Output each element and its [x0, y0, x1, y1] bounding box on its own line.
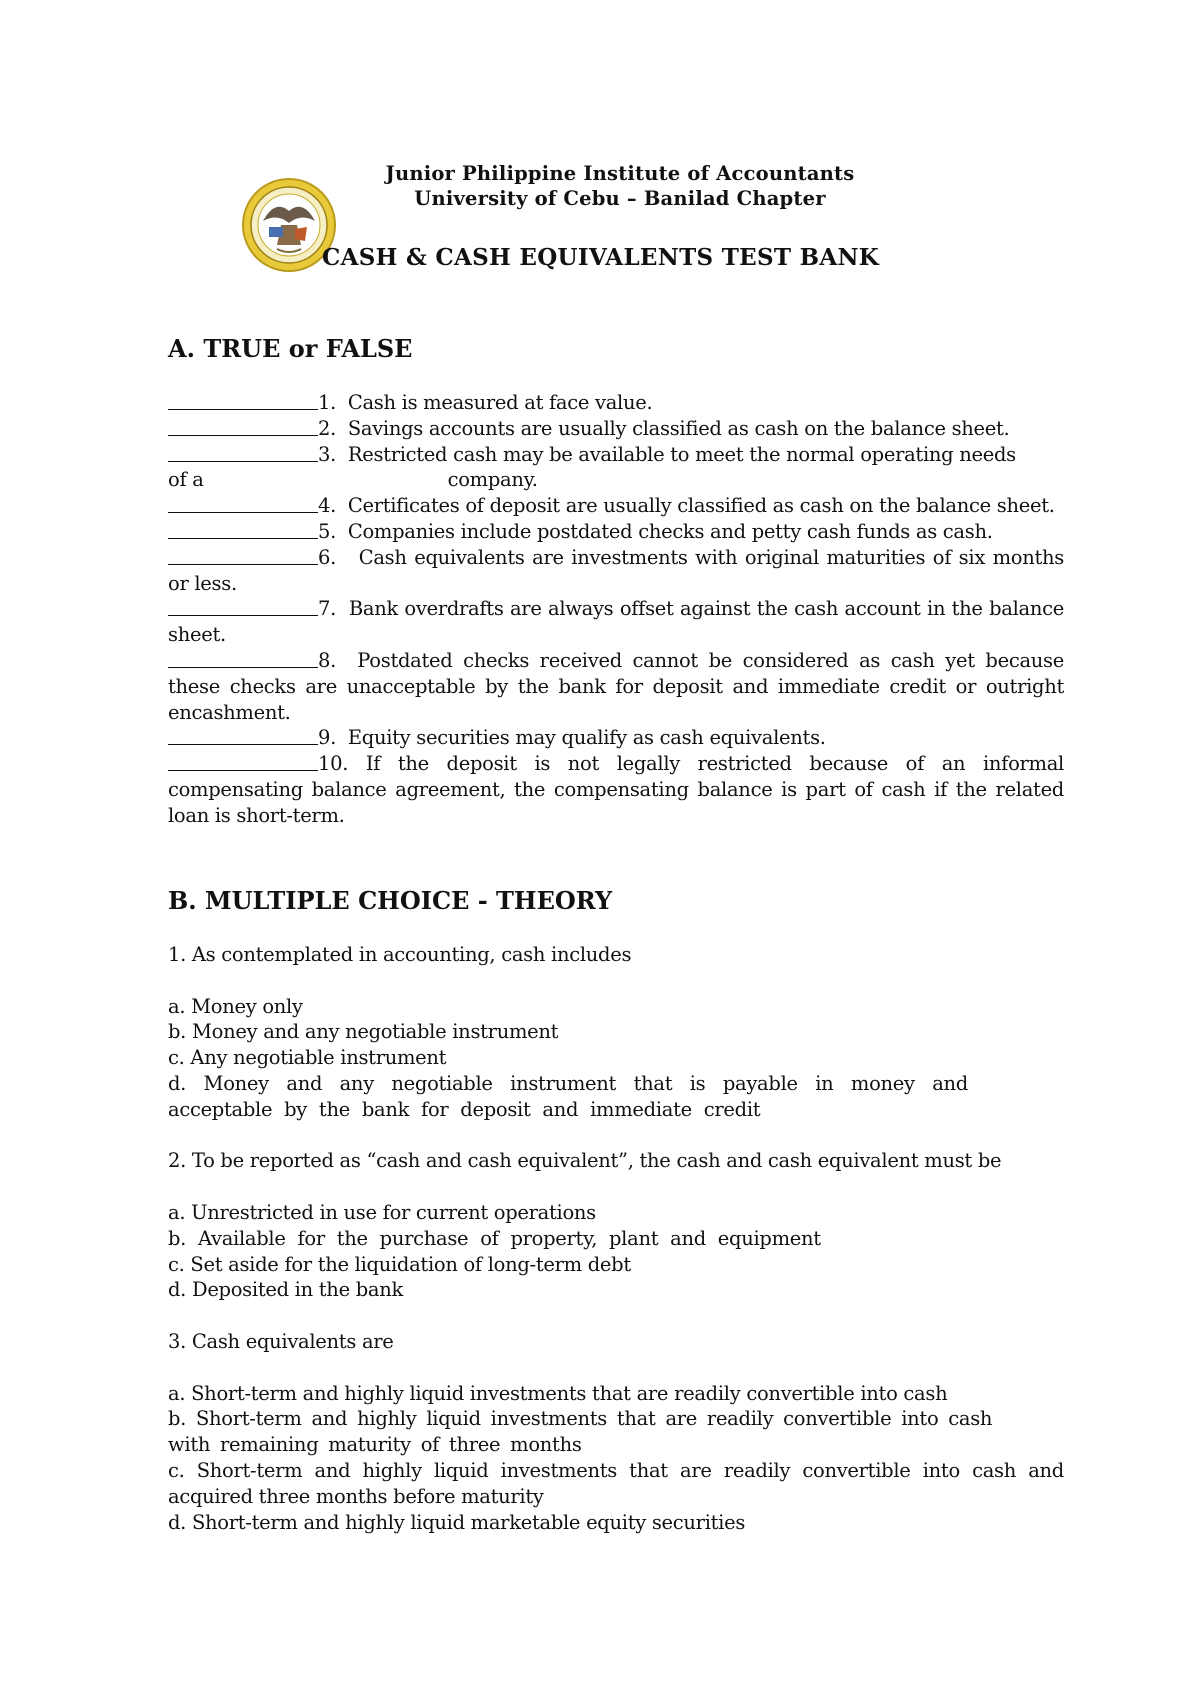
true-false-list [168, 390, 1064, 829]
question-1-stem: 1. As contemplated in accounting, cash includes [168, 943, 632, 966]
q2-option-d[interactable]: d. Deposited in the bank [168, 1278, 403, 1302]
tf-item-8: 8. Postdated checks received cannot be considered as cash yet because these checks are unacceptable by the bank for deposit and immediate credit or outright encashment. [168, 648, 1064, 724]
q2-option-b[interactable]: b. Available for the purchase of property, plant and equipment [168, 1226, 821, 1250]
tf-item-3: 3. Restricted cash may be available to meet the normal operating needs [168, 442, 1064, 468]
question-2-stem: 2. To be reported as “cash and cash equivalent”, the cash and cash equivalent must be [168, 1149, 1002, 1173]
organization-name: Junior Philippine Institute of Accountants [385, 162, 855, 185]
answer-blank[interactable] [168, 417, 318, 436]
answer-blank[interactable] [168, 752, 318, 771]
multiple-choice-list [168, 942, 1064, 1535]
tf-item-5: 5. Companies include postdated checks and petty cash funds as cash. [168, 519, 1064, 545]
answer-blank[interactable] [168, 546, 318, 565]
q1-option-d[interactable]: d. Money and any negotiable instrument that is payable in money and acceptable by the bank for deposit and immediate credit [168, 1071, 968, 1121]
section-b-heading: B. MULTIPLE CHOICE - THEORY [168, 886, 613, 915]
answer-blank[interactable] [168, 726, 318, 745]
section-a-heading: A. TRUE or FALSE [168, 334, 413, 363]
q3-option-c[interactable]: c. Short-term and highly liquid investments that are readily convertible into cash and acquired three months before maturity [168, 1458, 1064, 1508]
q1-option-b[interactable]: b. Money and any negotiable instrument [168, 1020, 559, 1044]
tf-item-1: 1. Cash is measured at face value. [168, 390, 1064, 416]
q1-option-a[interactable]: a. Money only [168, 994, 303, 1018]
tf-item-7: 7. Bank overdrafts are always offset against the cash account in the balance sheet. [168, 597, 1064, 647]
document-title: CASH & CASH EQUIVALENTS TEST BANK [322, 244, 880, 271]
tf-item-6: 6. Cash equivalents are investments with original maturities of six months or less. [168, 545, 1064, 595]
q3-option-b[interactable]: b. Short-term and highly liquid investments that are readily convertible into cash with remaining maturity of three months [168, 1407, 993, 1457]
tf-item-4: 4. Certificates of deposit are usually classified as cash on the balance sheet. [168, 493, 1064, 519]
tf-item-2: 2. Savings accounts are usually classified as cash on the balance sheet. [168, 416, 1064, 442]
answer-blank[interactable] [168, 391, 318, 410]
q3-option-d[interactable]: d. Short-term and highly liquid marketable equity securities [168, 1510, 746, 1534]
chapter-name: University of Cebu – Banilad Chapter [414, 187, 826, 210]
q1-option-c[interactable]: c. Any negotiable instrument [168, 1046, 447, 1070]
answer-blank[interactable] [168, 649, 318, 668]
answer-blank[interactable] [168, 494, 318, 513]
tf-item-10: 10. If the deposit is not legally restricted because of an informal compensating balance agreement, the compensating balance is part of cash if the related loan is short-term. [168, 752, 1064, 827]
answer-blank[interactable] [168, 597, 318, 616]
question-3-stem: 3. Cash equivalents are [168, 1329, 394, 1353]
q3-option-a[interactable]: a. Short-term and highly liquid investments that are readily convertible into cash [168, 1381, 948, 1405]
q2-option-c[interactable]: c. Set aside for the liquidation of long-term debt [168, 1252, 631, 1276]
tf-item-3-cont: of a company. [168, 468, 538, 492]
tf-item-9: 9. Equity securities may qualify as cash equivalents. [168, 725, 1064, 751]
answer-blank[interactable] [168, 443, 318, 462]
q2-option-a[interactable]: a. Unrestricted in use for current operations [168, 1200, 596, 1224]
answer-blank[interactable] [168, 520, 318, 539]
